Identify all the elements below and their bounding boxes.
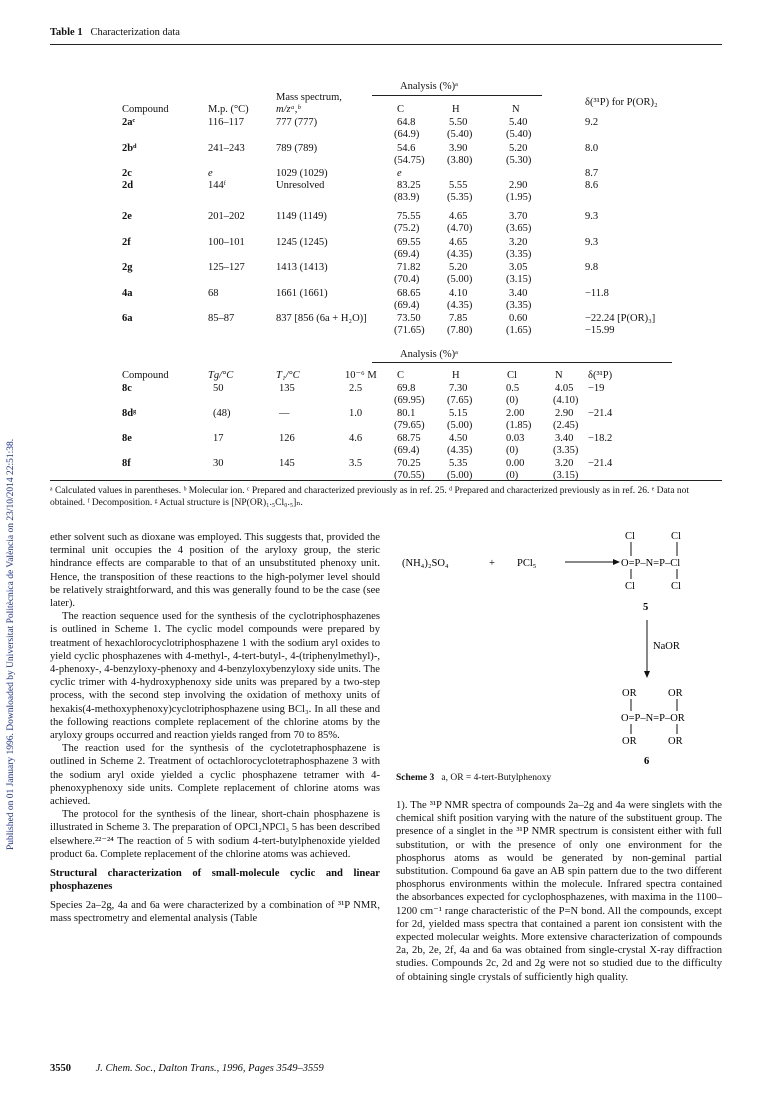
row-melting-point: 144ᶠ (208, 180, 226, 191)
row-h-found: 7.30 (449, 383, 468, 394)
header-h-lower: H (452, 370, 460, 381)
row-h-found: 5.15 (449, 408, 468, 419)
row-c-calc: (71.65) (394, 325, 425, 336)
row-h-found: 4.10 (449, 288, 468, 299)
row-molecular-weight: 3.5 (349, 458, 363, 469)
header-cl: Cl (507, 370, 517, 381)
row-tg: 50 (213, 383, 224, 394)
row-h-found: 7.85 (449, 313, 468, 324)
row-c-found: 68.65 (397, 288, 421, 299)
row-melting-point: 85–87 (208, 313, 235, 324)
row-c-found: 69.8 (397, 383, 416, 394)
row-n-calc: (3.35) (506, 249, 532, 260)
table-caption-label: Table 1 (50, 27, 83, 38)
row-n-calc: (4.10) (553, 395, 579, 406)
paragraph: Species 2a–2g, 4a and 6a were characterized by a combination of ³¹P NMR, mass spectrometry and elemental analysis (Table (50, 900, 380, 925)
row-h-calc: (5.00) (447, 420, 473, 431)
row-cl-found: 2.00 (506, 408, 525, 419)
analysis-header-lower-rule (372, 362, 672, 363)
row-c-found: 71.82 (397, 262, 421, 273)
header-melting-point: M.p. (°C) (208, 104, 249, 115)
row-melting-point: 68 (208, 288, 219, 299)
row-n-found: 2.90 (509, 180, 528, 191)
row-mass-spectrum: 837 [856 (6a + H₂O)] (276, 313, 367, 324)
row-h-calc: (4.35) (447, 249, 473, 260)
row-t1: 135 (279, 383, 295, 394)
paragraph: 1). The ³¹P NMR spectra of compounds 2a–2g and 4a were singlets with the chemical shift position varying with the nature of the substituent group. The presence of a singlet in the ³¹P NMR spectrum is consistent either with full substitution, or with the presence of only one environment for the phosphorus atoms as would be generated by non-geminal partial substitution. Compound 6a gave an AB spin pattern due to the two different phosphorus environments within the molecule. Infrared spectra contained the absorbances expected for cyclophosphazenes, with maxima in the 1100–1200 cm⁻¹ range characteristic of the P=N bond. All the compounds, except for 2d, yielded mass spectra that contained a parent ion consistent with the expected molecular weights. More extensive characterization of compounds 2a, 2b, 2e, 2f, 4a and 6a was obtained from single-crystal X-ray diffraction studies. Compounds 2c, 2d and 2g were not so studied due to the difficulty of obtaining single crystals of sufficiently high quality. (396, 800, 722, 983)
row-c-found: 69.55 (397, 237, 421, 248)
row-c-calc: (69.4) (394, 445, 420, 456)
row-compound: 2f (122, 237, 131, 248)
row-n-found: 3.40 (509, 288, 528, 299)
row-t1: 126 (279, 433, 295, 444)
row-c-calc: (64.9) (394, 129, 420, 140)
row-h-calc: (5.00) (447, 274, 473, 285)
row-c-calc: (54.75) (394, 155, 425, 166)
plus-sign: + (489, 558, 495, 569)
row-h-calc: (5.00) (447, 470, 473, 481)
header-c: C (397, 104, 405, 115)
row-c-found: 70.25 (397, 458, 421, 469)
alkoxy-label: OR (668, 688, 683, 699)
row-n-calc: (3.15) (506, 274, 532, 285)
header-h: H (452, 104, 460, 115)
row-n-found: 0.60 (509, 313, 528, 324)
row-h-found: 5.35 (449, 458, 468, 469)
row-t1: — (279, 408, 290, 419)
row-t1: 145 (279, 458, 295, 469)
row-compound: 2c (122, 168, 132, 179)
row-c-calc: (70.55) (394, 470, 425, 481)
row-molecular-weight: 2.5 (349, 383, 363, 394)
row-compound: 4a (122, 288, 133, 299)
compound-6-label: 6 (644, 756, 650, 767)
row-delta-31p: 8.7 (585, 168, 599, 179)
row-n-calc: (5.30) (506, 155, 532, 166)
header-t1: T₁/°C (276, 370, 300, 381)
reagent-pcl5: PCl₅ (517, 558, 537, 569)
row-tg: 17 (213, 433, 224, 444)
row-mass-spectrum: 789 (789) (276, 143, 318, 154)
section-heading: Structural characterization of small-molecule cyclic and linear phosphazenes (50, 868, 380, 893)
compound-5-label: 5 (643, 602, 649, 613)
alkoxy-label: OR (622, 688, 637, 699)
row-h-found: 5.20 (449, 262, 468, 273)
header-compound-lower: Compound (122, 370, 169, 381)
header-delta-31p-lower: δ(³¹P) (588, 370, 613, 381)
row-molecular-weight: 1.0 (349, 408, 363, 419)
paragraph: ether solvent such as dioxane was employed. This suggests that, provided the terminal unit occupies the 4 position of the aryloxy group, the steric hindrance effects are comparable to that of an unsubstituted phenoxy unit. Hence, the transposition of these reactions to the high-polymer level should be relatively straightforward, and this was generally found to be the case (see later). (50, 532, 380, 610)
row-cl-found: 0.03 (506, 433, 525, 444)
table-top-rule (50, 44, 722, 45)
row-compound: 2g (122, 262, 133, 273)
compound-5-structure: O=P–N=P–Cl (621, 558, 681, 569)
alkoxy-label: OR (668, 736, 683, 747)
row-mass-spectrum: 1029 (1029) (276, 168, 328, 179)
row-compound: 8e (122, 433, 132, 444)
row-n-found: 3.20 (509, 237, 528, 248)
row-delta-31p: 9.3 (585, 237, 599, 248)
paragraph: The reaction used for the synthesis of the cyclotetraphosphazene is outlined in Scheme 2. Treatment of octachlorocyclotetraphosphazene 3 with the sodium aryl oxide yielded a cyclic phosphazene tetramer with 4-phenoxyphenoxy side units. Complete replacement of chlorine atoms was achieved. (50, 743, 380, 808)
row-n-calc: (3.15) (553, 470, 579, 481)
row-c-found: 54.6 (397, 143, 416, 154)
journal-citation: J. Chem. Soc., Dalton Trans., 1996, Pages 3549–3559 (95, 1063, 324, 1074)
row-delta-31p-second: −15.99 (585, 325, 615, 336)
chlorine-label: Cl (625, 581, 635, 592)
row-tg: 30 (213, 458, 224, 469)
header-mz: m/zᵃ,ᵇ (276, 104, 301, 115)
row-compound: 6a (122, 313, 133, 324)
row-mass-spectrum: 777 (777) (276, 117, 318, 128)
row-c-calc: (83.9) (394, 192, 420, 203)
row-h-calc: (7.80) (447, 325, 473, 336)
row-delta-31p: 8.0 (585, 143, 599, 154)
row-n-calc: (3.35) (506, 300, 532, 311)
download-side-note-text: Published on 01 January 1996. Downloaded by Universitat Politècnica de València on 23/10/2014 22:51:38. (6, 438, 16, 850)
header-c-lower: C (397, 370, 405, 381)
analysis-header-rule (372, 95, 542, 96)
row-delta-31p: −21.4 (588, 458, 613, 469)
row-tg: (48) (213, 408, 231, 419)
row-melting-point: 201–202 (208, 211, 245, 222)
right-column (396, 799, 722, 984)
chlorine-label: Cl (625, 531, 635, 542)
row-melting-point: 100–101 (208, 237, 245, 248)
row-cl-calc: (0) (506, 470, 519, 481)
row-n-calc: (1.65) (506, 325, 532, 336)
reagent-naor: NaOR (653, 641, 680, 652)
row-delta-31p: −19 (588, 383, 605, 394)
row-n-found: 2.90 (555, 408, 574, 419)
row-c-calc: (69.4) (394, 300, 420, 311)
row-delta-31p: 8.6 (585, 180, 599, 191)
row-c-found: 73.50 (397, 313, 421, 324)
row-delta-31p: −11.8 (585, 288, 609, 299)
row-cl-found: 0.5 (506, 383, 520, 394)
row-cl-found: 0.00 (506, 458, 525, 469)
row-compound: 2e (122, 211, 132, 222)
row-delta-31p: −18.2 (588, 433, 613, 444)
row-cl-calc: (0) (506, 395, 519, 406)
row-c-calc: (69.95) (394, 395, 425, 406)
download-side-note (6, 150, 20, 850)
row-c-found: 83.25 (397, 180, 421, 191)
chlorine-label: Cl (671, 531, 681, 542)
row-delta-31p: 9.2 (585, 117, 599, 128)
row-c-calc: (75.2) (394, 223, 420, 234)
scheme-3-diagram (395, 528, 725, 768)
row-compound: 8f (122, 458, 131, 469)
row-delta-31p: 9.3 (585, 211, 599, 222)
scheme-caption-text: a, OR = 4-tert-Butylphenoxy (441, 773, 552, 783)
table-footnote: ᵃ Calculated values in parentheses. ᵇ Molecular ion. ᶜ Prepared and characterized previously as in ref. 25. ᵈ Prepared and characterized previously as in ref. 26. ᵉ Data not obtained. ᶠ Decomposition. ᵍ Actual structure is [NP(OR)₁.₅Cl₀.₅]ₙ. (50, 486, 690, 508)
row-n-found: 3.20 (555, 458, 574, 469)
header-compound: Compound (122, 104, 169, 115)
row-melting-point: 125–127 (208, 262, 245, 273)
row-h-calc: (4.70) (447, 223, 473, 234)
header-n-lower: N (555, 370, 563, 381)
row-cl-calc: (0) (506, 445, 519, 456)
row-c-found: 64.8 (397, 117, 416, 128)
row-c-found: e (397, 168, 402, 179)
table-caption-text: Characterization data (90, 27, 180, 38)
analysis-header-lower: Analysis (%)ᵃ (400, 349, 458, 360)
row-melting-point: 241–243 (208, 143, 245, 154)
paragraph: The protocol for the synthesis of the linear, short-chain phosphazene is illustrated in Scheme 3. The preparation of OPCl₂NPCl₃ 5 has been described elsewhere.²²⁻²⁴ The reaction of 5 with sodium 4-tert-butylphenoxide yielded product 6a. Complete replacement of the chlorine atoms was achieved. (50, 809, 380, 860)
header-mass-spectrum: Mass spectrum, (276, 92, 342, 103)
header-delta-31p: δ(³¹P) for P(OR)₂ (585, 97, 658, 108)
compound-6-structure: O=P–N=P–OR (621, 713, 685, 724)
row-molecular-weight: 4.6 (349, 433, 363, 444)
chlorine-label: Cl (671, 581, 681, 592)
row-melting-point: e (208, 168, 213, 179)
row-h-calc: (4.35) (447, 300, 473, 311)
row-h-found: 3.90 (449, 143, 468, 154)
scheme-caption-label: Scheme 3 (396, 773, 435, 783)
alkoxy-label: OR (622, 736, 637, 747)
row-mass-spectrum: 1661 (1661) (276, 288, 328, 299)
row-c-calc: (70.4) (394, 274, 420, 285)
row-h-found: 4.65 (449, 211, 468, 222)
row-n-found: 4.05 (555, 383, 574, 394)
row-mass-spectrum: 1413 (1413) (276, 262, 328, 273)
row-h-calc: (4.35) (447, 445, 473, 456)
left-column (50, 531, 380, 925)
row-n-found: 3.05 (509, 262, 528, 273)
row-compound: 2d (122, 180, 134, 191)
row-compound: 8dᵍ (122, 408, 137, 419)
paragraph: The reaction sequence used for the synthesis of the cyclotriphosphazenes is outlined in Scheme 1. The cyclic model compounds were prepared by treatment of hexachlorocyclotriphosphazene 1 with the sodium aryl oxides to yield cyclic phosphazenes with 4-methyl-, 4-tert-butyl-, 4-(triphenylmethyl)-, 4-phenoxy-, 4-benzyloxy-phenoxy and 4-benzyloxybenzyloxy side units. The cyclic trimer with 4-hydroxyphenoxy side units was prepared by a two-step process, with the second step involving the oxidation of methoxy units of hexakis(4-methoxyphenoxy)cyclotriphosphazene using BCl₃. In all these and the following reactions complete replacement of the chlorine atoms by the aryloxy groups occurred and reaction yields ranged from 70 to 85%. (50, 611, 380, 742)
header-n: N (512, 104, 520, 115)
row-c-calc: (79.65) (394, 420, 425, 431)
row-n-found: 5.20 (509, 143, 528, 154)
header-molecular-weight: 10⁻⁶ M (345, 370, 377, 381)
page-footer (50, 1063, 324, 1074)
reaction-arrow-down-head (644, 671, 650, 678)
row-h-found: 5.50 (449, 117, 468, 128)
page-number: 3550 (50, 1063, 71, 1074)
row-n-calc: (3.35) (553, 445, 579, 456)
row-n-calc: (3.65) (506, 223, 532, 234)
row-delta-31p: −21.4 (588, 408, 613, 419)
row-delta-31p: 9.8 (585, 262, 599, 273)
reagent-ammonium-sulfate: (NH₄)₂SO₄ (402, 558, 449, 569)
row-c-found: 80.1 (397, 408, 416, 419)
row-n-found: 3.40 (555, 433, 574, 444)
row-cl-calc: (1.85) (506, 420, 532, 431)
row-h-found: 5.55 (449, 180, 468, 191)
row-n-found: 5.40 (509, 117, 528, 128)
row-n-calc: (1.95) (506, 192, 532, 203)
table-bottom-rule (50, 480, 722, 481)
row-c-found: 68.75 (397, 433, 421, 444)
scheme-caption (396, 773, 551, 783)
row-c-calc: (69.4) (394, 249, 420, 260)
row-h-calc: (5.40) (447, 129, 473, 140)
row-mass-spectrum: 1149 (1149) (276, 211, 327, 222)
row-melting-point: 116–117 (208, 117, 244, 128)
row-n-calc: (2.45) (553, 420, 579, 431)
row-h-found: 4.65 (449, 237, 468, 248)
row-mass-spectrum: Unresolved (276, 180, 325, 191)
row-compound: 2bᵈ (122, 143, 137, 154)
analysis-header: Analysis (%)ᵃ (400, 81, 458, 92)
row-h-found: 4.50 (449, 433, 468, 444)
row-mass-spectrum: 1245 (1245) (276, 237, 328, 248)
header-tg: Tg/°C (208, 370, 234, 381)
row-h-calc: (3.80) (447, 155, 473, 166)
row-n-found: 3.70 (509, 211, 528, 222)
row-n-calc: (5.40) (506, 129, 532, 140)
row-compound: 2aᶜ (122, 117, 136, 128)
row-h-calc: (5.35) (447, 192, 473, 203)
row-compound: 8c (122, 383, 132, 394)
row-h-calc: (7.65) (447, 395, 473, 406)
row-delta-31p: −22.24 [P(OR)₃] (585, 313, 656, 324)
table-caption (50, 27, 180, 38)
reaction-arrow-head (613, 559, 620, 565)
row-c-found: 75.55 (397, 211, 421, 222)
